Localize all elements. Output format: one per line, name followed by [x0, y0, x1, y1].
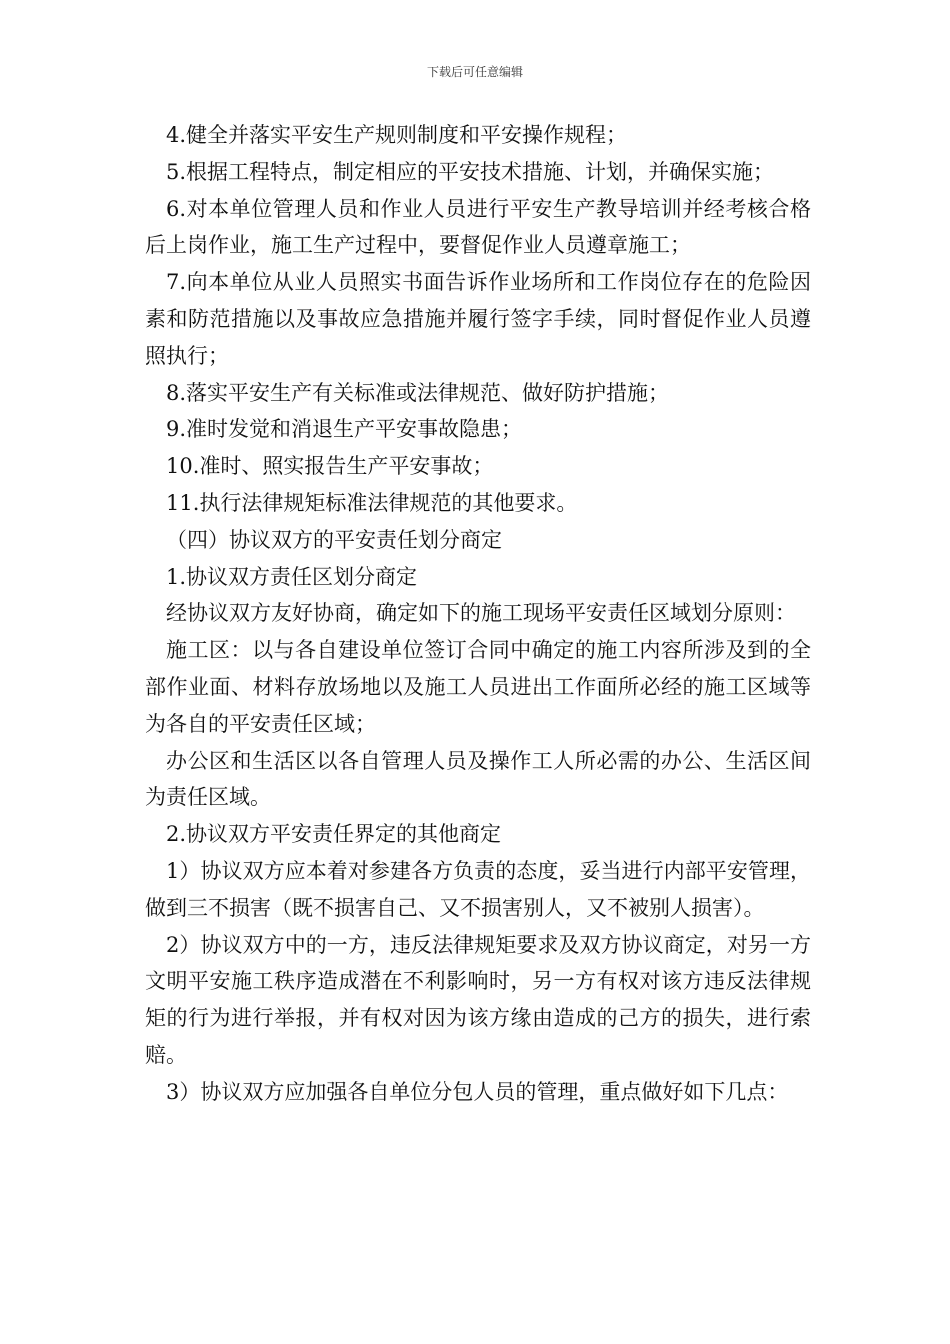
item-1: 1）协议双方应本着对参建各方负责的态度，妥当进行内部平安管理，做到三不损害（既不损害自己、又不损害别人，又不被别人损害）。 [145, 858, 811, 920]
clause-11: 11.执行法律规矩标准法律规范的其他要求。 [166, 490, 578, 515]
item-2: 2）协议双方中的一方，违反法律规矩要求及双方协议商定，对另一方文明平安施工秩序造成潜在不利影响时，另一方有权对该方违反法律规矩的行为进行举报，并有权对因为该方缘由造成的己方的损失，进行索赔。 [145, 932, 811, 1067]
paragraph-construction-area: 施工区：以与各自建设单位签订合同中确定的施工内容所涉及到的全部作业面、材料存放场地以及施工人员进出工作面所必经的施工区域等为各自的平安责任区域； [145, 638, 811, 736]
section-heading-4: （四）协议双方的平安责任划分商定 [166, 527, 502, 552]
page-header-note: 下载后可任意编辑 [426, 65, 523, 79]
item-3: 3）协议双方应加强各自单位分包人员的管理，重点做好如下几点： [166, 1079, 789, 1104]
paragraph-agreement-principle: 经协议双方友好协商，确定如下的施工现场平安责任区域划分原则： [166, 601, 796, 626]
clause-9: 9.准时发觉和消退生产平安事故隐患； [166, 417, 523, 442]
clause-4: 4.健全并落实平安生产规则制度和平安操作规程； [166, 123, 628, 147]
document-body [145, 117, 811, 1111]
clause-7: 7.向本单位从业人员照实书面告诉作业场所和工作岗位存在的危险因素和防范措施以及事故应急措施并履行签字手续，同时督促作业人员遵照执行； [145, 270, 811, 368]
clause-10: 10.准时、照实报告生产平安事故； [166, 454, 494, 479]
subsection-heading-2: 2.协议双方平安责任界定的其他商定 [166, 822, 502, 847]
subsection-heading-1: 1.协议双方责任区划分商定 [166, 564, 418, 589]
clause-6: 6.对本单位管理人员和作业人员进行平安生产教导培训并经考核合格后上岗作业，施工生产过程中，要督促作业人员遵章施工； [145, 196, 811, 258]
paragraph-office-living-area: 办公区和生活区以各自管理人员及操作工人所必需的办公、生活区间为责任区域。 [145, 748, 811, 810]
clause-8: 8.落实平安生产有关标准或法律规范、做好防护措施； [166, 380, 670, 405]
clause-5: 5.根据工程特点，制定相应的平安技术措施、计划，并确保实施； [166, 159, 775, 184]
